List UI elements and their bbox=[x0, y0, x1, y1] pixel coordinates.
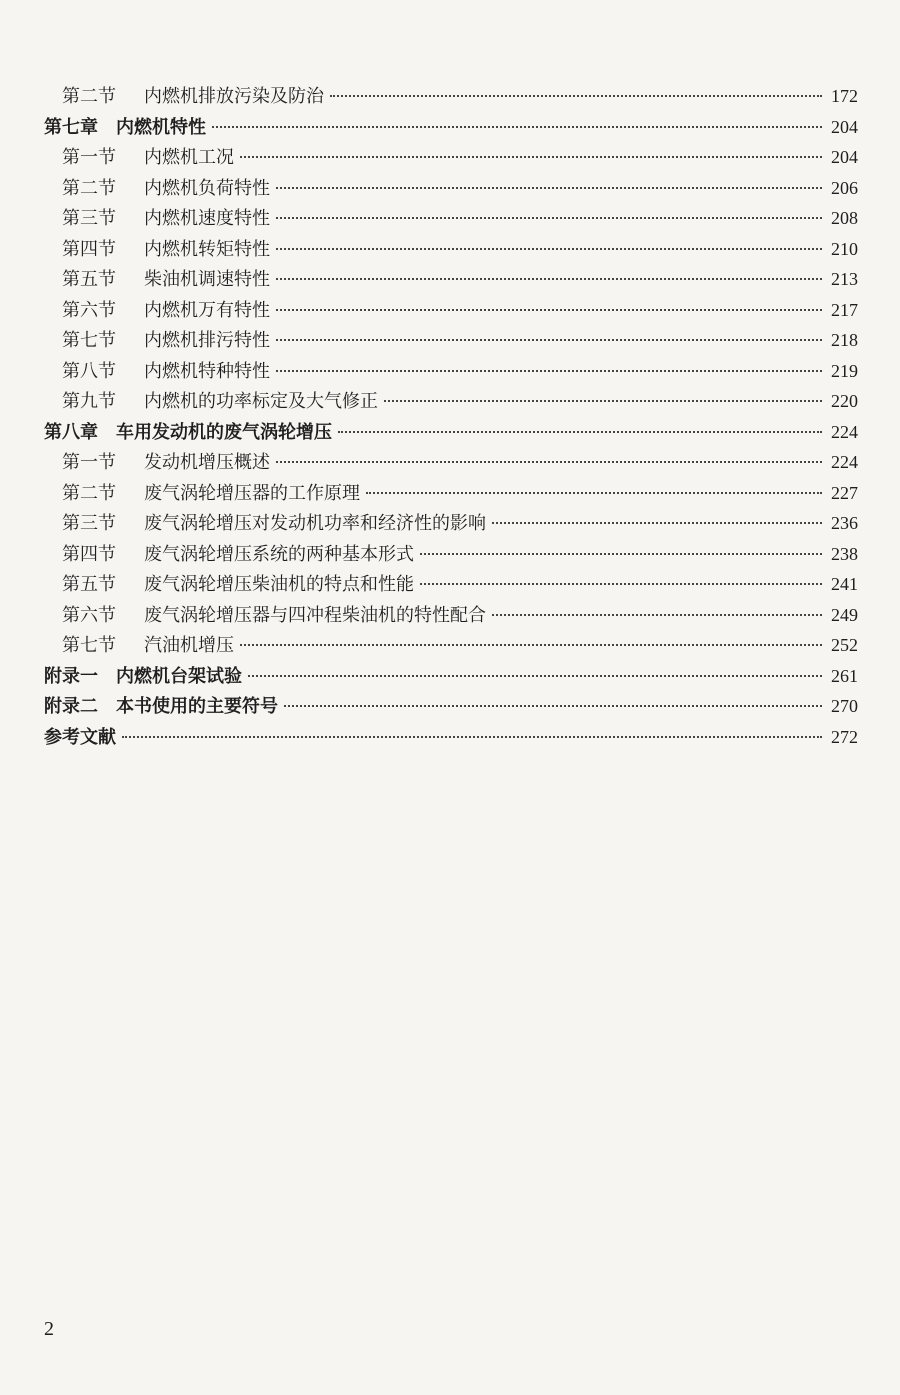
toc-entry-label bbox=[44, 723, 116, 749]
toc-entry-label bbox=[62, 601, 486, 627]
toc-section-entry bbox=[44, 235, 858, 266]
dot-leader bbox=[240, 644, 822, 646]
toc-entry-label bbox=[62, 143, 234, 169]
toc-entry-label bbox=[62, 448, 270, 474]
toc-section-entry bbox=[44, 82, 858, 113]
toc-entry-label bbox=[62, 235, 270, 261]
toc-entry-title: 内燃机排污特性 bbox=[144, 330, 270, 351]
toc-entry-page: 210 bbox=[831, 238, 858, 259]
dot-leader bbox=[492, 522, 822, 524]
toc-entry-title: 汽油机增压 bbox=[144, 635, 234, 656]
toc-entry-label bbox=[44, 662, 242, 688]
dot-leader bbox=[276, 370, 822, 372]
toc-entry-label bbox=[62, 509, 486, 535]
toc-entry-number: 第七章 bbox=[44, 116, 98, 138]
toc-entry-title: 废气涡轮增压器与四冲程柴油机的特性配合 bbox=[144, 604, 486, 626]
toc-entry-number: 第六节 bbox=[62, 299, 116, 321]
dot-leader bbox=[338, 431, 822, 433]
toc-section-entry bbox=[44, 174, 858, 205]
toc-entry-title: 柴油机调速特性 bbox=[144, 269, 270, 290]
toc-entry-label bbox=[62, 631, 234, 657]
toc-entry-page: 206 bbox=[831, 177, 858, 198]
toc-entry-number: 第二节 bbox=[62, 482, 116, 504]
toc-entry-number: 第七节 bbox=[62, 330, 116, 351]
dot-leader bbox=[384, 400, 822, 402]
toc-entry-page: 224 bbox=[831, 421, 858, 442]
toc-entry-number: 第九节 bbox=[62, 391, 116, 412]
toc-entry-page: 249 bbox=[831, 604, 858, 625]
toc-entry-page: 204 bbox=[831, 147, 858, 167]
dot-leader bbox=[330, 95, 822, 97]
toc-section-entry bbox=[44, 265, 858, 296]
dot-leader bbox=[420, 553, 822, 555]
toc-entry-label bbox=[62, 204, 270, 230]
dot-leader bbox=[366, 492, 822, 494]
toc-entry-title: 内燃机特种特性 bbox=[144, 360, 270, 382]
table-of-contents bbox=[44, 82, 858, 753]
toc-chapter-entry bbox=[44, 418, 858, 449]
toc-entry-title: 废气涡轮增压柴油机的特点和性能 bbox=[144, 574, 414, 595]
toc-entry-title: 车用发动机的废气涡轮增压 bbox=[116, 421, 332, 443]
toc-entry-title: 废气涡轮增压对发动机功率和经济性的影响 bbox=[144, 513, 486, 534]
toc-section-entry bbox=[44, 143, 858, 174]
toc-entry-title: 参考文献 bbox=[44, 726, 116, 748]
toc-entry-page: 208 bbox=[831, 208, 858, 228]
toc-entry-page: 238 bbox=[831, 543, 858, 564]
dot-leader bbox=[276, 217, 822, 219]
toc-entry-number: 第五节 bbox=[62, 574, 116, 595]
toc-entry-title: 废气涡轮增压器的工作原理 bbox=[144, 482, 360, 504]
toc-section-entry bbox=[44, 631, 858, 662]
toc-entry-number: 第八章 bbox=[44, 421, 98, 443]
toc-entry-label bbox=[62, 326, 270, 352]
toc-entry-page: 241 bbox=[831, 574, 858, 594]
dot-leader bbox=[122, 736, 822, 738]
toc-chapter-entry bbox=[44, 723, 858, 754]
dot-leader bbox=[276, 248, 822, 250]
toc-entry-number: 第五节 bbox=[62, 269, 116, 290]
toc-entry-page: 218 bbox=[831, 330, 858, 350]
dot-leader bbox=[212, 126, 822, 128]
dot-leader bbox=[284, 705, 822, 707]
toc-entry-title: 内燃机速度特性 bbox=[144, 208, 270, 229]
toc-entry-label bbox=[44, 692, 278, 718]
dot-leader bbox=[276, 187, 822, 189]
toc-chapter-entry bbox=[44, 692, 858, 723]
toc-chapter-entry bbox=[44, 113, 858, 144]
toc-entry-label bbox=[44, 113, 206, 139]
toc-section-entry bbox=[44, 570, 858, 601]
toc-entry-number: 第三节 bbox=[62, 208, 116, 229]
toc-entry-page: 217 bbox=[831, 299, 858, 320]
toc-entry-number: 第一节 bbox=[62, 147, 116, 168]
toc-entry-number: 第三节 bbox=[62, 513, 116, 534]
dot-leader bbox=[276, 278, 822, 280]
toc-entry-label bbox=[62, 82, 324, 108]
toc-section-entry bbox=[44, 540, 858, 571]
toc-entry-page: 219 bbox=[831, 360, 858, 381]
toc-entry-page: 172 bbox=[831, 86, 858, 106]
toc-entry-number: 第七节 bbox=[62, 635, 116, 656]
toc-section-entry bbox=[44, 448, 858, 479]
toc-entry-number: 第四节 bbox=[62, 543, 116, 565]
page-number: 2 bbox=[44, 1318, 54, 1340]
dot-leader bbox=[276, 339, 822, 341]
toc-chapter-entry bbox=[44, 662, 858, 693]
toc-entry-page: 227 bbox=[831, 482, 858, 503]
toc-entry-label bbox=[62, 174, 270, 200]
toc-entry-label bbox=[62, 387, 378, 413]
toc-entry-title: 内燃机万有特性 bbox=[144, 299, 270, 321]
toc-section-entry bbox=[44, 326, 858, 357]
toc-entry-page: 272 bbox=[831, 726, 858, 747]
toc-entry-title: 内燃机的功率标定及大气修正 bbox=[144, 391, 378, 412]
toc-entry-page: 204 bbox=[831, 116, 858, 137]
toc-section-entry bbox=[44, 296, 858, 327]
toc-section-entry bbox=[44, 509, 858, 540]
toc-entry-page: 213 bbox=[831, 269, 858, 289]
toc-section-entry bbox=[44, 601, 858, 632]
toc-entry-number: 第六节 bbox=[62, 604, 116, 626]
toc-entry-title: 内燃机工况 bbox=[144, 147, 234, 168]
toc-entry-title: 本书使用的主要符号 bbox=[116, 696, 278, 717]
dot-leader bbox=[420, 583, 822, 585]
dot-leader bbox=[276, 461, 822, 463]
toc-entry-number: 附录二 bbox=[44, 696, 98, 717]
toc-entry-title: 发动机增压概述 bbox=[144, 452, 270, 473]
toc-entry-title: 内燃机台架试验 bbox=[116, 665, 242, 687]
toc-entry-number: 第二节 bbox=[62, 86, 116, 107]
toc-section-entry bbox=[44, 204, 858, 235]
toc-entry-page: 252 bbox=[831, 635, 858, 655]
toc-entry-title: 内燃机排放污染及防治 bbox=[144, 86, 324, 107]
toc-entry-number: 第四节 bbox=[62, 238, 116, 260]
toc-entry-title: 内燃机负荷特性 bbox=[144, 177, 270, 199]
toc-entry-label bbox=[62, 479, 360, 505]
toc-entry-title: 内燃机转矩特性 bbox=[144, 238, 270, 260]
toc-entry-number: 第八节 bbox=[62, 360, 116, 382]
toc-entry-page: 270 bbox=[831, 696, 858, 716]
toc-entry-title: 废气涡轮增压系统的两种基本形式 bbox=[144, 543, 414, 565]
toc-entry-page: 236 bbox=[831, 513, 858, 533]
toc-entry-title: 内燃机特性 bbox=[116, 116, 206, 138]
dot-leader bbox=[240, 156, 822, 158]
toc-entry-number: 附录一 bbox=[44, 665, 98, 687]
toc-entry-number: 第二节 bbox=[62, 177, 116, 199]
toc-section-entry bbox=[44, 357, 858, 388]
toc-entry-label bbox=[62, 265, 270, 291]
dot-leader bbox=[248, 675, 822, 677]
toc-entry-page: 224 bbox=[831, 452, 858, 472]
toc-entry-page: 220 bbox=[831, 391, 858, 411]
toc-entry-label bbox=[62, 570, 414, 596]
toc-entry-label bbox=[62, 540, 414, 566]
toc-entry-label bbox=[62, 357, 270, 383]
toc-section-entry bbox=[44, 479, 858, 510]
toc-entry-number: 第一节 bbox=[62, 452, 116, 473]
toc-entry-page: 261 bbox=[831, 665, 858, 686]
toc-section-entry bbox=[44, 387, 858, 418]
dot-leader bbox=[492, 614, 822, 616]
toc-entry-label bbox=[62, 296, 270, 322]
dot-leader bbox=[276, 309, 822, 311]
toc-entry-label bbox=[44, 418, 332, 444]
